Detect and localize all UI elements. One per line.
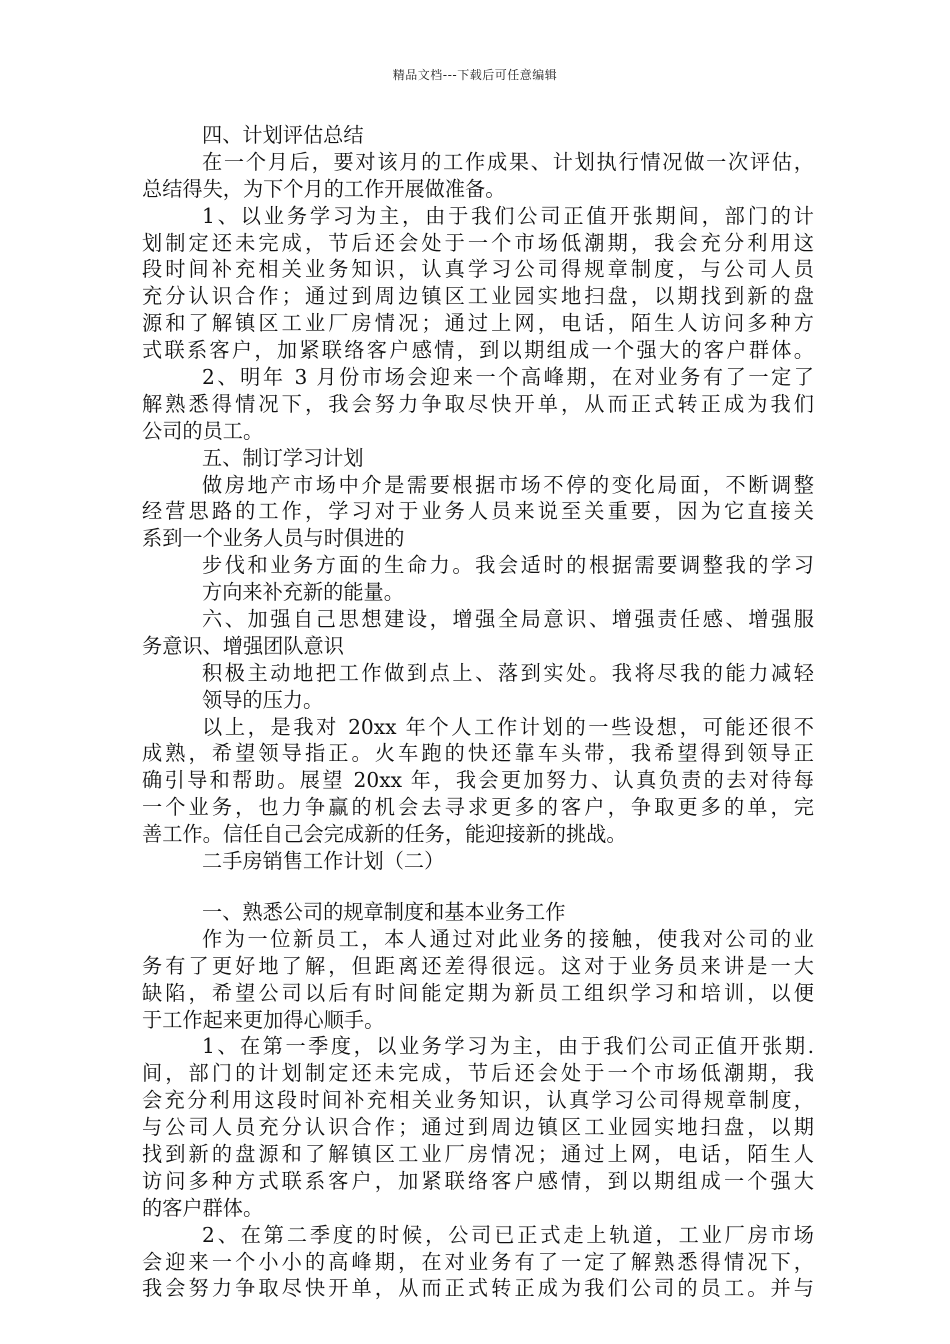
text-line: 会迎来一个小小的高峰期，在对业务有了一定了解熟悉得情况下，	[142, 1249, 814, 1274]
text-line: 1、以业务学习为主，由于我们公司正值开张期间，部门的计	[202, 203, 814, 228]
text-line: 充分认识合作；通过到周边镇区工业园实地扫盘，以期找到新的盘	[142, 284, 814, 309]
text-line: 在一个月后，要对该月的工作成果、计划执行情况做一次评估，	[202, 149, 814, 174]
text-line: 找到新的盘源和了解镇区工业厂房情况；通过上网，电话，陌生人	[142, 1141, 814, 1166]
text-line: 以上，是我对 20xx 年个人工作计划的一些设想，可能还很不	[202, 714, 814, 739]
text-line: 务意识、增强团队意识	[142, 633, 344, 658]
text-line: 四、计划评估总结	[202, 123, 364, 147]
text-line: 于工作起来更加得心顺手。	[142, 1007, 385, 1032]
document-body	[142, 122, 814, 1302]
text-line: 访问多种方式联系客户，加紧联络客户感情，到以期组成一个强大	[142, 1168, 814, 1193]
text-line: 善工作。信任自己会完成新的任务，能迎接新的挑战。	[142, 822, 627, 847]
page-header: 精品文档---下载后可任意编辑	[392, 68, 558, 82]
text-line: 2、明年 3 月份市场会迎来一个高峰期，在对业务有了一定了	[202, 365, 814, 390]
text-line: 二手房销售工作计划（二）	[202, 849, 445, 874]
text-line: 总结得失，为下个月的工作开展做准备。	[142, 176, 506, 201]
text-line: 系到一个业务人员与时俱进的	[142, 526, 405, 551]
text-line: 积极主动地把工作做到点上、落到实处。我将尽我的能力减轻	[202, 660, 814, 685]
text-line: 作为一位新员工，本人通过对此业务的接触，使我对公司的业	[202, 926, 814, 951]
text-line: 解熟悉得情况下，我会努力争取尽快开单，从而正式转正成为我们	[142, 391, 814, 416]
text-line: 间，部门的计划制定还未完成，节后还会处于一个市场低潮期，我	[142, 1061, 814, 1086]
text-line: 会充分利用这段时间补充相关业务知识，认真学习公司得规章制度，	[142, 1088, 814, 1113]
text-line: 划制定还未完成，节后还会处于一个市场低潮期，我会充分利用这	[142, 230, 814, 255]
text-line: 领导的压力。	[202, 687, 324, 712]
text-line: 式联系客户，加紧联络客户感情，到以期组成一个强大的客户群体。	[142, 338, 814, 363]
text-line: 2、在第二季度的时候，公司已正式走上轨道，工业厂房市场	[202, 1222, 814, 1247]
text-line: 步伐和业务方面的生命力。我会适时的根据需要调整我的学习	[202, 553, 814, 578]
text-line: 源和了解镇区工业厂房情况；通过上网，电话，陌生人访问多种方	[142, 311, 814, 336]
text-line: 一、熟悉公司的规章制度和基本业务工作	[202, 899, 566, 924]
text-line: 一个业务，也力争赢的机会去寻求更多的客户，争取更多的单，完	[142, 795, 814, 820]
text-line: 我会努力争取尽快开单，从而正式转正成为我们公司的员工。并与	[142, 1276, 814, 1301]
text-line: 确引导和帮助。展望 20xx 年，我会更加努力、认真负责的去对待每	[142, 768, 814, 793]
text-line: 缺陷，希望公司以后有时间能定期为新员工组织学习和培训，以便	[142, 980, 814, 1005]
text-line: 与公司人员充分认识合作；通过到周边镇区工业园实地扫盘，以期	[142, 1115, 814, 1140]
text-line: 做房地产市场中介是需要根据市场不停的变化局面，不断调整	[202, 472, 814, 497]
text-line: 经营思路的工作，学习对于业务人员来说至关重要，因为它直接关	[142, 499, 814, 524]
blank-line	[142, 875, 814, 899]
text-line: 成熟，希望领导指正。火车跑的快还靠车头带，我希望得到领导正	[142, 741, 814, 766]
text-line: 六、加强自己思想建设，增强全局意识、增强责任感、增强服	[202, 607, 814, 632]
text-line: 公司的员工。	[142, 418, 264, 443]
text-line: 五、制订学习计划	[202, 445, 364, 470]
text-line: 务有了更好地了解，但距离还差得很远。这对于业务员来讲是一大	[142, 953, 814, 978]
text-line: 1、在第一季度，以业务学习为主，由于我们公司正值开张期.	[202, 1034, 814, 1059]
text-line: 段时间补充相关业务知识，认真学习公司得规章制度，与公司人员	[142, 257, 814, 282]
text-line: 方向来补充新的能量。	[202, 580, 404, 605]
text-line: 的客户群体。	[142, 1195, 264, 1220]
